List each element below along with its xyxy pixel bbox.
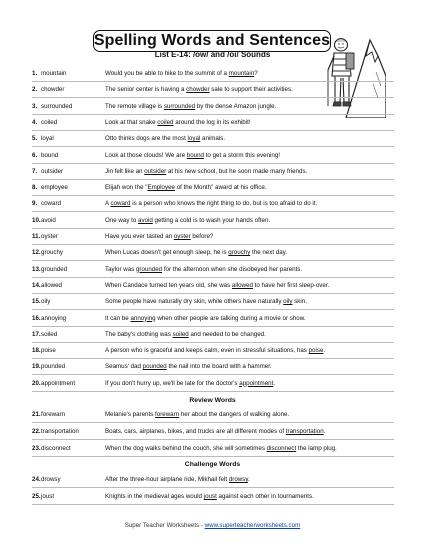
- underlined-word: drowsy: [228, 476, 248, 483]
- example-sentence: [105, 345, 405, 357]
- spelling-word: oily: [41, 298, 51, 306]
- example-sentence: [105, 329, 405, 341]
- sentence-text: .: [247, 476, 250, 483]
- sentence-text: Some people have naturally dry skin, while others have naturally: [105, 298, 284, 306]
- sentence-text: It can be: [105, 314, 131, 322]
- item-number: 13.: [32, 265, 41, 273]
- sentence-text: The senior center is having a: [105, 86, 187, 94]
- underlined-word: outsider: [144, 167, 167, 175]
- underlined-word: appointment: [239, 379, 274, 387]
- sentence-text: the lamp plug.: [296, 445, 337, 452]
- row-divider: [32, 228, 394, 229]
- example-sentence: [105, 426, 405, 438]
- item-number: 8.: [32, 184, 38, 192]
- example-sentence: [105, 361, 405, 373]
- sentence-text: .: [323, 347, 326, 355]
- row-divider: [32, 439, 394, 440]
- item-number: 7.: [32, 167, 38, 175]
- spelling-word: annoying: [41, 314, 67, 322]
- underlined-word: soiled: [172, 330, 189, 338]
- sentence-text: animals.: [200, 135, 226, 143]
- sentence-text: Jin felt like an: [105, 167, 145, 175]
- row-divider: [32, 293, 394, 294]
- list-subtitle: List E-14: /ow/ and /oi/ Sounds: [154, 50, 271, 59]
- underlined-word: poise: [308, 347, 324, 355]
- underlined-word: bound: [186, 151, 204, 159]
- item-number: 10.: [32, 216, 41, 224]
- item-number: 12.: [32, 249, 41, 257]
- spelling-word: employee: [41, 184, 68, 192]
- item-number: 16.: [32, 314, 41, 322]
- spelling-word: coward: [41, 200, 61, 208]
- footer-link[interactable]: www.superteacherworksheets.com: [204, 522, 301, 529]
- underlined-word: disconnect: [266, 445, 297, 452]
- item-number: 11.: [32, 233, 41, 240]
- example-sentence: [105, 280, 405, 292]
- row-divider: [32, 211, 394, 212]
- sentence-text: A person who is graceful and keeps calm, even in stressful situations, has: [105, 347, 309, 355]
- row-divider: [32, 422, 394, 423]
- spelling-word: grounded: [41, 265, 68, 273]
- underlined-word: grounded: [135, 265, 163, 273]
- underlined-word: transportation: [285, 428, 324, 435]
- sentence-text: Melanie's parents: [105, 411, 156, 418]
- item-number: 2.: [32, 86, 38, 94]
- example-sentence: [105, 409, 405, 421]
- item-number: 22.: [32, 428, 41, 435]
- underlined-word: loyal: [187, 135, 201, 143]
- example-sentence: [105, 474, 405, 486]
- spelling-word: soiled: [41, 330, 58, 338]
- underlined-word: avoid: [138, 216, 153, 224]
- sentence-text: Look at that snake: [105, 118, 158, 126]
- item-number: 23.: [32, 445, 41, 452]
- sentence-text: If you don't hurry up, we'll be late for the doctor's: [105, 379, 240, 387]
- row-divider: [32, 487, 394, 488]
- sentence-text: skin.: [292, 298, 307, 306]
- underlined-word: forewarn: [155, 411, 180, 418]
- sentence-text: getting a cold is to wash your hands often.: [152, 216, 271, 224]
- example-sentence: [105, 166, 405, 178]
- spelling-word: chowder: [41, 86, 65, 94]
- row-divider: [32, 504, 394, 505]
- sentence-text: against each other in tournaments.: [216, 493, 314, 500]
- sentence-text: to get a storm this evening!: [203, 151, 280, 159]
- spelling-word: pounded: [41, 363, 66, 371]
- sentence-text: when other people are talking during a movie or show.: [155, 314, 306, 322]
- sentence-text: When Candace turned ten years old, she was: [105, 281, 232, 289]
- underlined-word: oily: [283, 298, 293, 306]
- spelling-word: loyal: [41, 135, 54, 143]
- item-number: 1.: [32, 70, 38, 77]
- row-divider: [32, 179, 394, 180]
- example-sentence: [105, 264, 405, 276]
- row-divider: [32, 195, 394, 196]
- sentence-text: to have her first sleep-over.: [252, 281, 330, 289]
- sentence-text: the next day.: [250, 249, 288, 257]
- underlined-word: coward: [110, 200, 131, 208]
- sentence-text: Seamus' dad: [105, 363, 143, 371]
- row-divider: [32, 326, 394, 327]
- sentence-text: A: [105, 200, 111, 208]
- sentence-text: Look at those clouds! We are: [105, 151, 187, 159]
- underlined-word: Employee: [147, 184, 175, 192]
- spelling-word: appointment: [41, 379, 76, 387]
- item-number: 14.: [32, 281, 41, 289]
- sentence-text: One way to: [105, 216, 139, 224]
- spelling-word: joust: [41, 493, 55, 500]
- item-number: 3.: [32, 102, 38, 110]
- page-title: Spelling Words and Sentences: [93, 32, 331, 49]
- example-sentence: [105, 150, 405, 162]
- underlined-word: annoying: [130, 314, 156, 322]
- item-number: 15.: [32, 298, 41, 306]
- example-sentence: [105, 296, 405, 308]
- example-sentence: [105, 491, 405, 503]
- spelling-word: allowed: [41, 281, 62, 289]
- item-number: 5.: [32, 135, 38, 143]
- item-number: 9.: [32, 200, 38, 208]
- sentence-text: Knights in the medieval ages would: [105, 493, 204, 500]
- sentence-text: is a person who knows the right thing to do, but is too afraid to do it.: [130, 200, 318, 208]
- spelling-word: poise: [41, 347, 56, 355]
- spelling-word: bound: [41, 151, 59, 159]
- row-divider: [32, 260, 394, 261]
- challenge-words-heading: Challenge Words: [184, 461, 241, 468]
- example-sentence: [105, 117, 405, 129]
- sentence-text: Otto thinks dogs are the most: [105, 135, 188, 143]
- example-sentence: [105, 84, 405, 96]
- sentence-text: by the dense Amazon jungle.: [195, 102, 277, 110]
- row-divider: [32, 277, 394, 278]
- underlined-word: coiled: [157, 118, 174, 126]
- underlined-word: surrounded: [163, 102, 196, 110]
- underlined-word: grouchy: [228, 249, 251, 257]
- sentence-text: When the dog walks behind the couch, she will sometimes: [105, 445, 267, 452]
- row-divider: [32, 391, 394, 392]
- row-divider: [32, 244, 394, 245]
- sentence-text: Boats, cars, airplanes, bikes, and trucks are all different modes of: [105, 428, 286, 435]
- spelling-word: oyster: [41, 233, 58, 240]
- row-divider: [32, 163, 394, 164]
- spelling-word: forewarn: [41, 411, 66, 418]
- spelling-word: mountain: [41, 70, 67, 77]
- row-divider: [32, 146, 394, 147]
- spelling-word: grouchy: [41, 249, 64, 257]
- underlined-word: chowder: [186, 86, 210, 94]
- sentence-text: After the three-hour airplane ride, Mikhail felt: [105, 476, 229, 483]
- underlined-word: joust: [203, 493, 217, 500]
- spelling-word: surrounded: [41, 102, 73, 110]
- item-number: 21.: [32, 411, 41, 418]
- spelling-word: avoid: [41, 216, 56, 224]
- item-number: 25.: [32, 493, 41, 500]
- sentence-text: .: [323, 428, 326, 435]
- spelling-word: drowsy: [41, 476, 61, 483]
- row-divider: [32, 309, 394, 310]
- item-number: 19.: [32, 363, 41, 371]
- sentence-text: .: [273, 379, 276, 387]
- sentence-text: Taylor was: [105, 265, 136, 273]
- underlined-word: oyster: [173, 233, 191, 240]
- example-sentence: [105, 198, 405, 210]
- item-number: 4.: [32, 118, 38, 126]
- footer-text: Super Teacher Worksheets -: [124, 522, 205, 529]
- example-sentence: [105, 101, 405, 113]
- sentence-text: Would you be able to hike to the summit of a: [105, 70, 229, 77]
- item-number: 20.: [32, 379, 41, 387]
- example-sentence: [105, 313, 405, 325]
- row-divider: [32, 130, 394, 131]
- spelling-word: coiled: [41, 118, 58, 126]
- underlined-word: mountain: [228, 70, 255, 77]
- sentence-text: her about the dangers of walking alone.: [179, 411, 290, 418]
- row-divider: [32, 97, 394, 98]
- underlined-word: allowed: [231, 281, 253, 289]
- spelling-word: transportation: [41, 428, 79, 435]
- sentence-text: When Lucas doesn't get enough sleep, he is: [105, 249, 229, 257]
- row-divider: [32, 358, 394, 359]
- example-sentence: [105, 231, 405, 243]
- item-number: 18.: [32, 347, 41, 355]
- example-sentence: [105, 68, 405, 80]
- sentence-text: ?: [254, 70, 258, 77]
- sentence-text: at his new school, but he soon made many friends.: [166, 167, 308, 175]
- row-divider: [32, 342, 394, 343]
- example-sentence: [105, 182, 405, 194]
- sentence-text: around the log in its exhibit!: [173, 118, 251, 126]
- sentence-text: The remote village is: [105, 102, 164, 110]
- review-words-heading: Review Words: [189, 397, 236, 404]
- sentence-text: for the afternoon when she disobeyed her parents.: [162, 265, 303, 273]
- row-divider: [32, 114, 394, 115]
- example-sentence: [105, 443, 405, 455]
- sentence-text: Elijah won the ": [105, 184, 148, 192]
- example-sentence: [105, 215, 405, 227]
- spelling-word: disconnect: [41, 445, 71, 452]
- example-sentence: [105, 247, 405, 259]
- sentence-text: before?: [190, 233, 214, 240]
- item-number: 17.: [32, 330, 41, 338]
- sentence-text: Have you ever tasted an: [105, 233, 174, 240]
- underlined-word: pounded: [142, 363, 167, 371]
- sentence-text: The baby's clothing was: [105, 330, 173, 338]
- item-number: 24.: [32, 476, 41, 483]
- row-divider: [32, 456, 394, 457]
- sentence-text: and needed to be changed.: [188, 330, 266, 338]
- footer: [0, 522, 425, 529]
- row-divider: [32, 374, 394, 375]
- sentence-text: of the Month" award at his office.: [174, 184, 267, 192]
- example-sentence: [105, 378, 405, 390]
- title-box: [93, 30, 331, 52]
- sentence-text: the nail into the board with a hammer.: [166, 363, 272, 371]
- row-divider: [32, 81, 394, 82]
- item-number: 6.: [32, 151, 38, 159]
- spelling-word: outsider: [41, 167, 64, 175]
- sentence-text: sale to support their activities.: [209, 86, 293, 94]
- example-sentence: [105, 133, 405, 145]
